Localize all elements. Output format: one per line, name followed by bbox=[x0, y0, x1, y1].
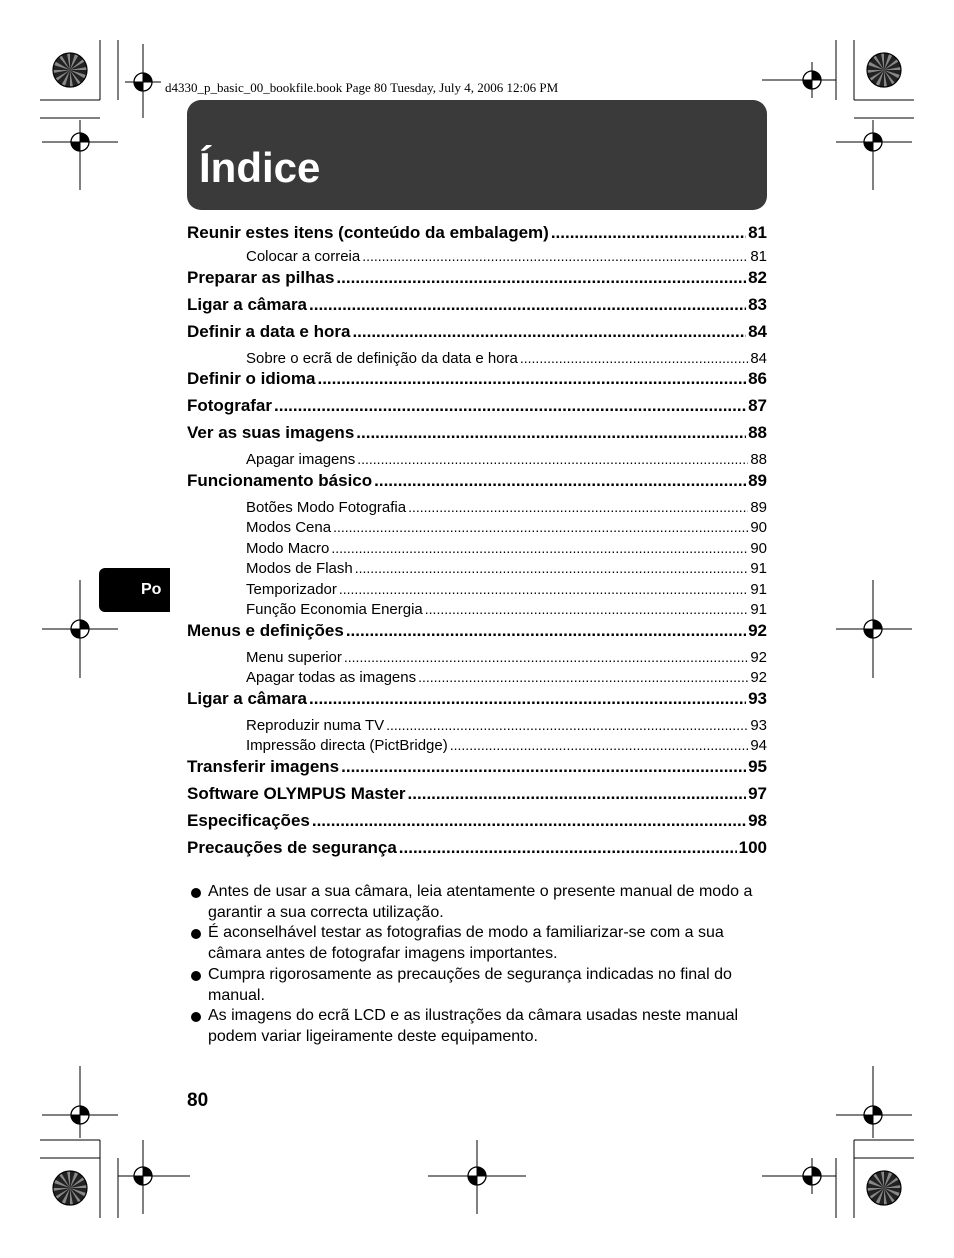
toc-entry-label: Modos Cena bbox=[246, 519, 332, 536]
toc-entry bbox=[187, 422, 767, 449]
dot-leader bbox=[551, 222, 746, 244]
toc-subentry bbox=[187, 579, 767, 600]
toc-subentry bbox=[187, 735, 767, 756]
toc-entry-label: Reproduzir numa TV bbox=[246, 716, 385, 734]
note-text: As imagens do ecrã LCD e as ilustrações da câmara usadas neste manual podem variar ligeiramente deste equipamento. bbox=[208, 1007, 739, 1045]
table-of-contents bbox=[187, 222, 767, 864]
toc-entry bbox=[187, 756, 767, 783]
toc-entry-page: 89 bbox=[748, 470, 767, 490]
toc-entry-page: 84 bbox=[748, 321, 767, 341]
toc-entry bbox=[187, 368, 767, 395]
toc-entry-page: 97 bbox=[748, 783, 767, 803]
toc-entry bbox=[187, 294, 767, 321]
toc-entry-label: Temporizador bbox=[246, 580, 337, 598]
toc-entry-page: 90 bbox=[750, 519, 767, 536]
toc-entry-page: 100 bbox=[738, 837, 767, 857]
toc-entry-label: Especificações bbox=[187, 810, 310, 830]
toc-entry bbox=[187, 810, 767, 837]
bullet-icon bbox=[191, 971, 201, 981]
toc-entry-page: 84 bbox=[750, 349, 767, 367]
toc-entry bbox=[187, 222, 767, 246]
toc-entry bbox=[187, 837, 767, 864]
dot-leader bbox=[331, 538, 748, 558]
toc-subentry bbox=[187, 538, 767, 559]
page-title: Índice bbox=[199, 144, 321, 191]
toc-entry-page: 81 bbox=[748, 223, 767, 242]
toc-entry-page: 94 bbox=[750, 737, 767, 754]
dot-leader bbox=[317, 368, 746, 390]
toc-entry-label: Botões Modo Fotografia bbox=[246, 498, 407, 516]
dot-leader bbox=[356, 422, 746, 444]
toc-entry-label: Reunir estes itens (conteúdo da embalagem) bbox=[187, 223, 549, 242]
bullet-icon bbox=[191, 888, 201, 898]
toc-entry-label: Transferir imagens bbox=[187, 756, 340, 776]
toc-entry-page: 89 bbox=[750, 498, 767, 516]
toc-entry-label: Modo Macro bbox=[246, 539, 330, 557]
toc-entry-label: Preparar as pilhas bbox=[187, 267, 335, 287]
language-tab-label: Po bbox=[141, 581, 162, 598]
toc-entry-page: 93 bbox=[750, 716, 767, 734]
dot-leader bbox=[374, 470, 746, 492]
toc-entry-label: Ver as suas imagens bbox=[187, 423, 355, 442]
toc-entry bbox=[187, 783, 767, 810]
toc-entry-page: 91 bbox=[750, 601, 767, 618]
dot-leader bbox=[309, 294, 746, 316]
dot-leader bbox=[386, 715, 748, 735]
dot-leader bbox=[336, 267, 746, 289]
toc-subentry bbox=[187, 647, 767, 668]
dot-leader bbox=[312, 810, 746, 832]
toc-entry-label: Apagar imagens bbox=[246, 451, 356, 468]
toc-entry-page: 93 bbox=[748, 688, 767, 708]
bullet-icon bbox=[191, 1012, 201, 1022]
toc-entry bbox=[187, 395, 767, 422]
toc-entry-page: 92 bbox=[750, 648, 767, 666]
toc-entry-page: 91 bbox=[750, 560, 767, 577]
dot-leader bbox=[520, 348, 748, 368]
toc-entry-page: 83 bbox=[748, 294, 767, 314]
toc-entry-label: Funcionamento básico bbox=[187, 470, 373, 490]
dot-leader bbox=[274, 395, 746, 417]
toc-entry-page: 88 bbox=[748, 423, 767, 442]
toc-subentry bbox=[187, 715, 767, 736]
toc-entry-label: Impressão directa (PictBridge) bbox=[246, 737, 448, 754]
toc-entry-page: 91 bbox=[750, 580, 767, 598]
dot-leader bbox=[339, 579, 748, 599]
dot-leader bbox=[357, 449, 748, 469]
note-item bbox=[190, 965, 770, 1006]
toc-entry-label: Ligar a câmara bbox=[187, 688, 308, 708]
dot-leader bbox=[333, 517, 748, 537]
toc-entry-label: Colocar a correia bbox=[246, 248, 361, 265]
toc-entry-page: 81 bbox=[750, 248, 767, 265]
page-number: 80 bbox=[187, 1090, 209, 1111]
toc-subentry bbox=[187, 246, 767, 267]
dot-leader bbox=[399, 837, 737, 859]
toc-entry-label: Precauções de segurança bbox=[187, 837, 397, 857]
bullet-icon bbox=[191, 929, 201, 939]
file-info-line: d4330_p_basic_00_bookfile.book Page 80 Tuesday, July 4, 2006 12:06 PM bbox=[165, 80, 559, 95]
toc-subentry bbox=[187, 497, 767, 518]
dot-leader bbox=[355, 558, 749, 578]
toc-entry bbox=[187, 267, 767, 294]
toc-entry-page: 98 bbox=[748, 810, 767, 830]
note-text: É aconselhável testar as fotografias de modo a familiarizar-se com a sua câmara antes de fotografar imagens importantes. bbox=[208, 924, 724, 963]
dot-leader bbox=[344, 647, 748, 667]
note-item bbox=[190, 923, 770, 964]
toc-entry-label: Modos de Flash bbox=[246, 560, 353, 577]
dot-leader bbox=[408, 783, 747, 805]
toc-entry bbox=[187, 688, 767, 715]
toc-entry-label: Definir a data e hora bbox=[187, 321, 351, 341]
toc-entry-page: 87 bbox=[748, 396, 767, 415]
toc-subentry bbox=[187, 667, 767, 688]
dot-leader bbox=[418, 667, 748, 687]
toc-entry-page: 90 bbox=[750, 539, 767, 557]
toc-entry-label: Função Economia Energia bbox=[246, 601, 423, 618]
toc-subentry bbox=[187, 517, 767, 538]
toc-entry-label: Sobre o ecrã de definição da data e hora bbox=[246, 349, 518, 367]
toc-entry-page: 88 bbox=[750, 451, 767, 468]
toc-entry-label: Apagar todas as imagens bbox=[246, 669, 417, 686]
language-tab bbox=[99, 568, 170, 612]
toc-entry-label: Definir o idioma bbox=[187, 369, 316, 388]
dot-leader bbox=[309, 688, 746, 710]
toc-subentry bbox=[187, 599, 767, 620]
toc-entry-label: Fotografar bbox=[187, 396, 272, 415]
dot-leader bbox=[425, 599, 749, 619]
toc-subentry bbox=[187, 348, 767, 369]
note-item bbox=[190, 1006, 770, 1047]
toc-entry bbox=[187, 620, 767, 647]
toc-entry-page: 92 bbox=[750, 669, 767, 686]
dot-leader bbox=[408, 497, 748, 517]
toc-subentry bbox=[187, 558, 767, 579]
toc-entry bbox=[187, 321, 767, 348]
toc-entry-page: 82 bbox=[748, 267, 767, 287]
note-text: Cumpra rigorosamente as precauções de segurança indicadas no final do manual. bbox=[208, 965, 732, 1004]
note-item bbox=[190, 882, 770, 923]
toc-entry bbox=[187, 470, 767, 497]
title-banner bbox=[187, 100, 767, 210]
toc-subentry bbox=[187, 449, 767, 470]
toc-entry-label: Software OLYMPUS Master bbox=[187, 783, 406, 803]
dot-leader bbox=[362, 246, 748, 266]
dot-leader bbox=[450, 735, 749, 755]
dot-leader bbox=[352, 321, 746, 343]
dot-leader bbox=[346, 620, 746, 642]
toc-entry-page: 92 bbox=[748, 620, 767, 640]
note-text: Antes de usar a sua câmara, leia atentamente o presente manual de modo a garantir a sua correcta utilização. bbox=[208, 883, 753, 921]
notes-list bbox=[190, 882, 770, 1048]
toc-entry-label: Menus e definições bbox=[187, 620, 344, 640]
toc-entry-label: Ligar a câmara bbox=[187, 294, 308, 314]
dot-leader bbox=[341, 756, 746, 778]
toc-entry-label: Menu superior bbox=[246, 648, 342, 666]
toc-entry-page: 86 bbox=[748, 369, 767, 388]
toc-entry-page: 95 bbox=[748, 756, 767, 776]
